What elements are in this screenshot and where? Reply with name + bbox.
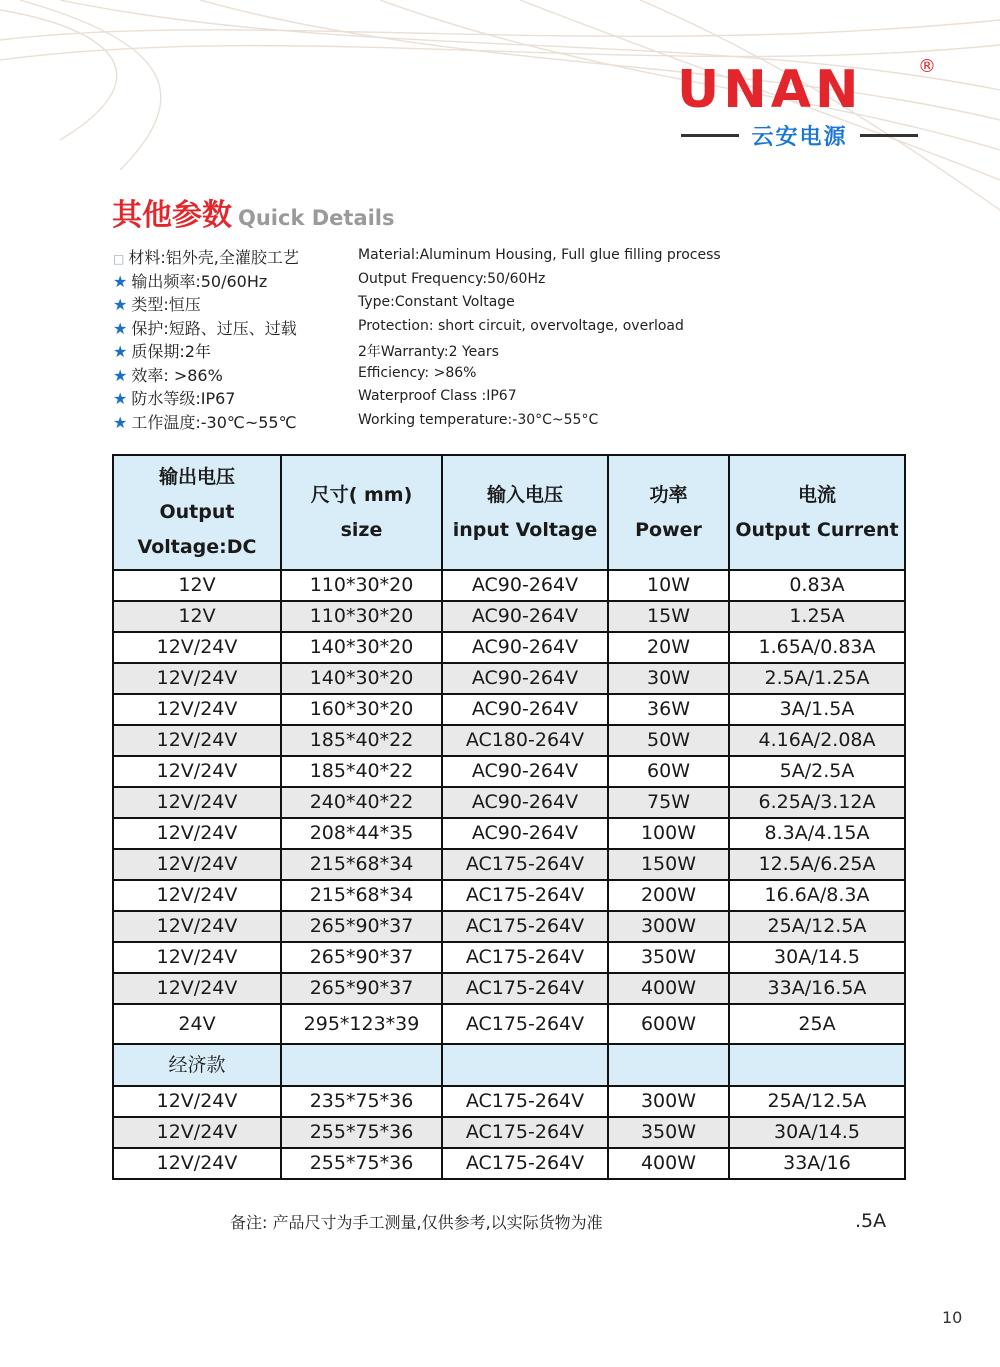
table-row: 24V 295*123*39 AC175-264V 600W 25A [113, 1004, 905, 1044]
detail-cn-text: 工作温度:-30℃~55℃ [131, 412, 297, 432]
star-icon: ★ [113, 271, 128, 291]
detail-item [113, 410, 813, 434]
table-row: 12V/24V 255*75*36 AC175-264V 350W 30A/14.5 [113, 1117, 905, 1148]
table-row: 12V/24V 240*40*22 AC90-264V 75W 6.25A/3.12A [113, 787, 905, 818]
logo-dash-left [681, 134, 739, 137]
detail-en-text: Output Frequency:50/60Hz [358, 270, 546, 287]
logo-subtitle [677, 120, 922, 150]
detail-item [113, 386, 813, 410]
section-title [112, 190, 395, 234]
checkbox-icon: □ [113, 252, 125, 266]
detail-cn-text: 材料:铝外壳,全灌胶工艺 [128, 248, 299, 267]
detail-cn-text: 防水等级:IP67 [131, 389, 236, 408]
detail-item [113, 269, 813, 293]
detail-cn-text: 类型:恒压 [131, 295, 201, 314]
detail-en-text: Working temperature:-30°C~55°C [358, 411, 599, 428]
economy-label: 经济款 [113, 1044, 281, 1086]
detail-en-text: Efficiency: >86% [358, 364, 477, 381]
star-icon: ★ [113, 295, 128, 314]
detail-item [113, 292, 813, 316]
spec-table [112, 454, 906, 1180]
table-row: 12V/24V 185*40*22 AC180-264V 50W 4.16A/2.08A [113, 725, 905, 756]
detail-cn-text: 效率: >86% [131, 365, 223, 385]
detail-cn-text: 质保期:2年 [131, 342, 211, 361]
page-number: 10 [942, 1308, 963, 1327]
logo-dash-right [860, 134, 918, 137]
footnote: 备注: 产品尺寸为手工测量,仅供参考,以实际货物为准 [230, 1213, 603, 1232]
registered-mark: ® [918, 56, 936, 77]
detail-en-text: Protection: short circuit, overvoltage, overload [358, 317, 684, 334]
section-title-cn: 其他参数 [112, 198, 232, 233]
detail-item [113, 245, 813, 269]
table-row: 12V 110*30*20 AC90-264V 10W 0.83A [113, 570, 905, 601]
table-row: 12V/24V 215*68*34 AC175-264V 200W 16.6A/8.3A [113, 880, 905, 911]
detail-cn-text: 保护:短路、过压、过载 [131, 318, 297, 338]
detail-en-text: 2年Warranty:2 Years [358, 344, 499, 360]
economy-section-row [113, 1044, 905, 1086]
logo-cn-name: 云安电源 [751, 124, 848, 150]
table-row: 12V/24V 255*75*36 AC175-264V 400W 33A/16 [113, 1148, 905, 1179]
detail-item [113, 339, 813, 363]
table-row: 12V/24V 265*90*37 AC175-264V 350W 30A/14.5 [113, 942, 905, 973]
brand-logo [677, 56, 936, 152]
star-icon: ★ [113, 412, 128, 432]
detail-en-text: Waterproof Class :IP67 [358, 388, 517, 404]
star-icon: ★ [113, 365, 128, 385]
detail-item [113, 316, 813, 340]
table-row: 12V 110*30*20 AC90-264V 15W 1.25A [113, 601, 905, 632]
table-row: 12V/24V 208*44*35 AC90-264V 100W 8.3A/4.15A [113, 818, 905, 849]
star-icon: ★ [113, 389, 128, 408]
star-icon: ★ [113, 342, 128, 361]
table-row: 12V/24V 215*68*34 AC175-264V 150W 12.5A/6.25A [113, 849, 905, 880]
table-row: 12V/24V 265*90*37 AC175-264V 400W 33A/16.5A [113, 973, 905, 1004]
table-row: 12V/24V 140*30*20 AC90-264V 30W 2.5A/1.25A [113, 663, 905, 694]
header-output-voltage: 输出电压 Output Voltage:DC [113, 455, 281, 570]
header-input-voltage: 输入电压 input Voltage [442, 455, 608, 570]
table-row: 12V/24V 140*30*20 AC90-264V 20W 1.65A/0.83A [113, 632, 905, 663]
table-header-row [113, 455, 905, 570]
section-title-en: Quick Details [238, 206, 395, 230]
header-size: 尺寸( mm) size [281, 455, 442, 570]
detail-cn-text: 输出频率:50/60Hz [131, 271, 268, 291]
stray-text: .5A [855, 1210, 887, 1232]
spec-table-body [113, 570, 905, 1179]
table-row: 12V/24V 235*75*36 AC175-264V 300W 25A/12.5A [113, 1086, 905, 1117]
logo-wordmark: UNAN [677, 60, 863, 120]
table-row: 12V/24V 265*90*37 AC175-264V 300W 25A/12.5A [113, 911, 905, 942]
detail-item [113, 363, 813, 387]
quick-details-list [113, 245, 813, 433]
header-power: 功率 Power [608, 455, 729, 570]
star-icon: ★ [113, 318, 128, 338]
detail-en-text: Type:Constant Voltage [358, 294, 515, 310]
table-row: 12V/24V 185*40*22 AC90-264V 60W 5A/2.5A [113, 756, 905, 787]
table-row: 12V/24V 160*30*20 AC90-264V 36W 3A/1.5A [113, 694, 905, 725]
header-output-current: 电流 Output Current [729, 455, 905, 570]
detail-en-text: Material:Aluminum Housing, Full glue filling process [358, 247, 721, 263]
